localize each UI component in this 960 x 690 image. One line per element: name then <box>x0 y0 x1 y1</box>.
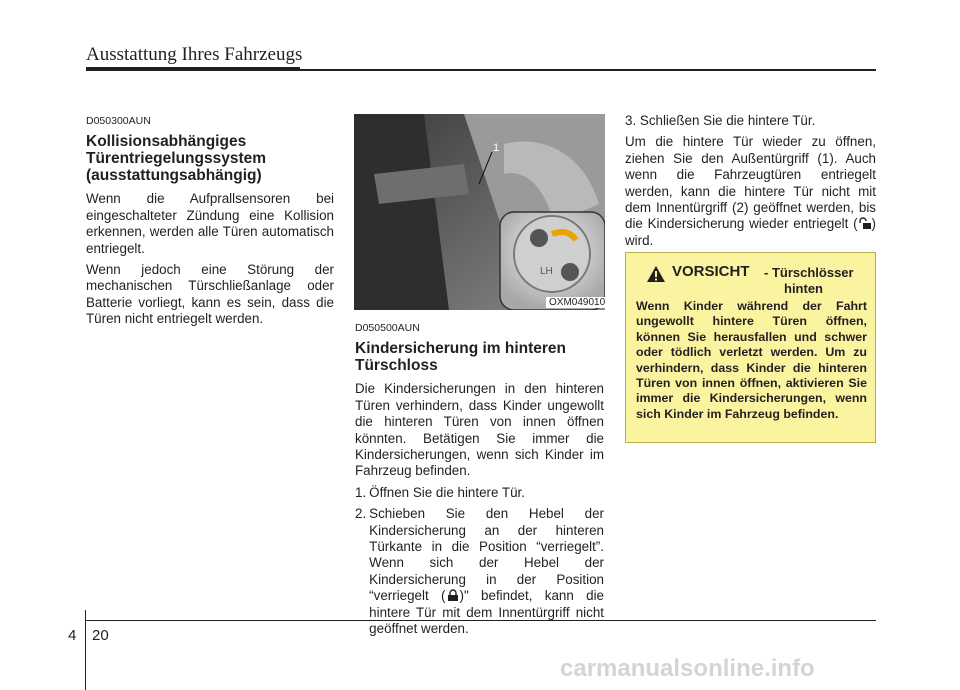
column-collision-unlock <box>86 113 334 333</box>
figure-code: OXM049010 <box>546 297 608 308</box>
caution-subtitle-2: hinten <box>784 281 823 296</box>
paragraph <box>625 134 876 249</box>
callout-number: 1 <box>493 142 500 154</box>
step-text: Öffnen Sie die hintere Tür. <box>369 484 526 500</box>
warning-triangle-icon <box>646 265 666 283</box>
column-child-lock <box>355 320 604 643</box>
column-continuation <box>625 113 876 254</box>
caution-header <box>634 259 869 299</box>
step-text-a: Schieben Sie den Hebel der Kindersicherung an der hinteren Türkante in die Position “verriegelt”. Wenn sich der Hebel der Kindersicherung in der Position “verriegelt ( <box>369 506 604 604</box>
page-header-title: Ausstattung Ihres Fahrzeugs <box>86 44 303 65</box>
page-number: 20 <box>92 627 109 644</box>
step-3: 3. Schließen Sie die hintere Tür. <box>625 113 816 128</box>
footer-rule <box>86 620 876 621</box>
step-number: 2. <box>355 506 367 522</box>
child-lock-photo <box>354 114 605 310</box>
lever-label: LH <box>540 266 553 277</box>
chapter-number: 4 <box>68 627 77 644</box>
paragraph: Wenn die Aufprallsensoren bei eingeschalteter Zündung eine Kollision erkennen, werden alle Türen automatisch entriegelt. <box>86 191 334 256</box>
step-2 <box>355 506 604 637</box>
step-text <box>369 506 604 637</box>
paragraph: Wenn jedoch eine Störung der mechanischen Türschließanlage oder Batterie vorliegt, kann es sein, dass die Türen nicht entriegelt werden. <box>86 262 334 327</box>
header-rule <box>86 69 876 71</box>
lock-closed-icon <box>446 589 460 601</box>
section-code: D050300AUN <box>86 115 151 127</box>
caution-subtitle: - Türschlösser <box>764 265 854 280</box>
step-1 <box>355 485 604 501</box>
step-text-b: )" befindet, kann die hintere Tür mit dem Innentürgriff nicht geöffnet werden. <box>369 588 604 637</box>
section-heading: Kollisionsabhängiges Türentriegelungssystem (ausstattungsabhängig) <box>86 133 267 185</box>
paragraph-text-a: Um die hintere Tür wieder zu öffnen, ziehen Sie den Außentürgriff (1). Auch wenn die Fahrzeugtüren entriegelt werden, kann die hintere Tür nicht mit dem Innentürgriff (2) geöffnet werden, bis die Kindersicherung wieder entriegelt ( <box>625 134 876 232</box>
watermark: carmanualsonline.info <box>560 655 815 682</box>
caution-box <box>625 252 876 443</box>
paragraph-text-b: ) wird. <box>625 216 876 248</box>
step-number: 1. <box>355 484 367 500</box>
paragraph: Die Kindersicherungen in den hinteren Türen verhindern, dass Kinder ungewollt die hinteren Türen von innen öffnen könnten. Betätigen Sie immer die Kindersicherungen, wenn sich Kinder im Fahrzeug befinden. <box>355 381 604 479</box>
caution-body: Wenn Kinder während der Fahrt ungewollt hintere Türen öffnen, können Sie herausfallen und schwer oder tödlich verletzt werden. Um zu verhindern, dass Kinder die hinteren Türen von innen öffnen, aktivieren Sie immer die Kindersicherungen, wenn sich Kinder im Fahrzeug befinden. <box>636 299 867 421</box>
child-lock-lever-photo <box>354 114 605 310</box>
caution-title: VORSICHT <box>672 263 750 280</box>
lock-open-icon <box>858 217 872 229</box>
section-heading: Kindersicherung im hinteren Türschloss <box>355 340 567 375</box>
section-code: D050500AUN <box>355 322 420 334</box>
footer-divider <box>85 610 86 690</box>
